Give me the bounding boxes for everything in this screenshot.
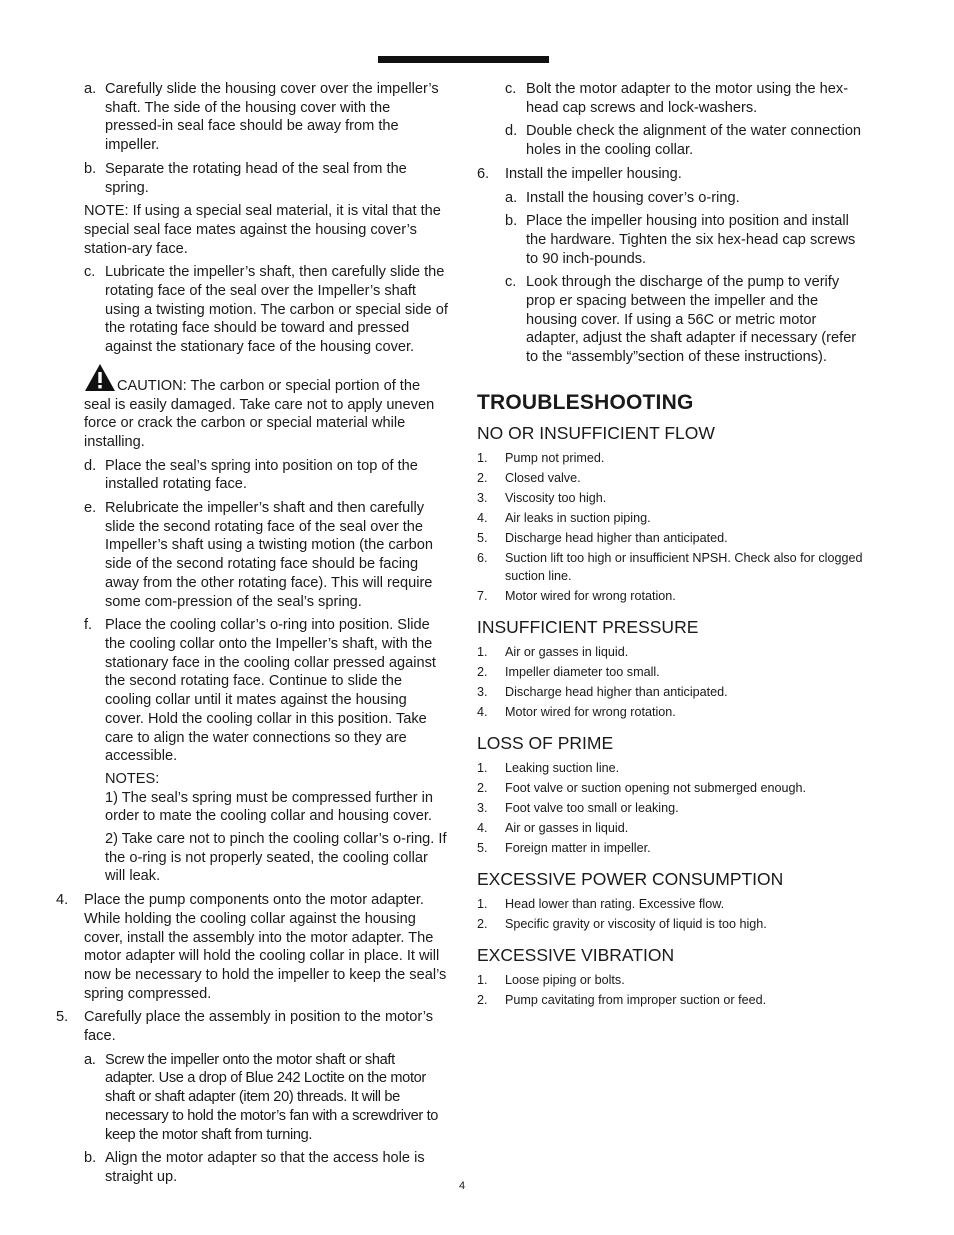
step-5: 5. Carefully place the assembly in position to the motor’s face. [56,1009,434,1045]
list-item: 4. Motor wired for wrong rotation. [477,704,676,719]
list-item: 3. Viscosity too high. [477,490,607,505]
step-3e: e. Relubricate the impeller’s shaft and then carefully slide the second rotating face of the seal over the Impeller’s shaft using a twisting motion (the carbon side of the second rotating face should be facing away from the other rotating face). This will require some com-pression of the seal’s spring. [84,500,433,610]
step-5c: c. Bolt the motor adapter to the motor using the hex-head cap screws and lock-washers. [505,81,849,116]
ts-heading: INSUFFICIENT PRESSURE [477,616,699,637]
ts-heading: EXCESSIVE POWER CONSUMPTION [477,868,784,889]
troubleshooting-title: TROUBLESHOOTING [477,390,694,414]
ts-section-flow [477,423,869,605]
step-4: 4. Place the pump components onto the motor adapter. While holding the cooling collar against the housing cover, install the assembly into the motor adapter. The motor adapter will hold the cooling collar in place. It will now be necessary to hold the impeller to keep the seal’s spring compressed. [56,892,447,1002]
list-item: 1. Leaking suction line. [477,760,620,775]
list-item: 5. Discharge head higher than anticipated. [477,530,728,545]
list-item: 2. Pump cavitating from improper suction or feed. [477,992,767,1007]
warning-triangle-icon [84,363,116,392]
list-item: 4. Air or gasses in liquid. [477,820,629,835]
list-item: 3. Foot valve too small or leaking. [477,800,679,815]
step-5a: a. Screw the impeller onto the motor shaft or shaft adapter. Use a drop of Blue 242 Loctite on the motor shaft or shaft adapter (item 20) threads. It will be necessary to hold the motor’s fan with a screwdriver to keep the motor shaft from turning. [84,1051,439,1143]
step-5d: d. Double check the alignment of the water connection holes in the cooling collar. [505,123,862,159]
step-6a: a. Install the housing cover’s o-ring. [505,189,740,206]
ts-heading: LOSS OF PRIME [477,732,614,753]
list-item: 1. Air or gasses in liquid. [477,644,629,659]
step-3b: b. Separate the rotating head of the seal from the spring. [84,160,407,196]
step-5b: b. Align the motor adapter so that the access hole is straight up. [84,1150,425,1185]
note-2: 2) Take care not to pinch the cooling collar’s o-ring. If the o-ring is not properly seated, the cooling collar will leak. [105,831,447,885]
list-item: 6. Suction lift too high or insufficient NPSH. Check also for clogged suction line. [477,550,863,583]
ts-section-prime [477,733,869,857]
step-3d: d. Place the seal’s spring into position on top of the installed rotating face. [84,457,418,493]
ts-heading: EXCESSIVE VIBRATION [477,944,675,965]
list-item: 2. Specific gravity or viscosity of liquid is too high. [477,916,767,931]
step-6c: c. Look through the discharge of the pump to verify prop er spacing between the impeller and the housing cover. If using a 56C or metric motor adapter, adjust the shaft adapter if necessary (refer to the “assembly”section of these instructions). [505,274,857,366]
note-1: 1) The seal’s spring must be compressed further in order to mate the cooling collar and housing cover. [105,789,433,825]
list-item: 1. Pump not primed. [477,450,605,465]
page-number: 4 [458,1180,466,1192]
list-item: 1. Loose piping or bolts. [477,972,625,987]
list-item: 2. Closed valve. [477,470,581,485]
list-item: 3. Discharge head higher than anticipated. [477,684,728,699]
list-item: 1. Head lower than rating. Excessive flow. [477,896,725,911]
list-item: 4. Air leaks in suction piping. [477,510,651,525]
step-3a: a. Carefully slide the housing cover over the impeller’s shaft. The side of the housing cover with the pressed-in seal face should be away from the impeller. [84,81,439,154]
step-6b: b. Place the impeller housing into position and install the hardware. Tighten the six hex-head cap screws to 90 inch-pounds. [505,213,856,267]
notes-label: NOTES: [105,770,160,787]
step-6: 6. Install the impeller housing. [477,165,682,182]
ts-section-vibration [477,945,869,1009]
step-3c: c. Lubricate the impeller’s shaft, then carefully slide the rotating face of the seal over the Impeller’s shaft using a twisting motion. The carbon or special side of the rotating face should be toward and pressed against the stationary face of the housing cover. [84,264,448,356]
caution-note: CAUTION: The carbon or special portion of the seal is easily damaged. Take care not to apply uneven force or crack the carbon or special material while installing. [56,363,448,452]
right-column [477,80,869,1009]
ts-heading: NO OR INSUFFICIENT FLOW [477,422,715,443]
list-item: 7. Motor wired for wrong rotation. [477,588,676,603]
ts-section-pressure [477,617,869,721]
seal-material-note: NOTE: If using a special seal material, it is vital that the special seal face mates against the housing cover’s station-ary face. [84,203,441,257]
ts-section-power [477,869,869,933]
list-item: 5. Foreign matter in impeller. [477,840,651,855]
left-column [56,80,448,1187]
header-bar [378,56,549,63]
list-item: 2. Impeller diameter too small. [477,664,660,679]
list-item: 2. Foot valve or suction opening not submerged enough. [477,780,807,795]
step-3f: f. Place the cooling collar’s o-ring into position. Slide the cooling collar onto the Impeller’s shaft, with the stationary face in the cooling collar pressed against the second rotating face. Continue to slide the cooling collar until it mates against the housing cover. Hold the cooling collar in this position. Take care to align the water connections so they are accessible. [84,617,436,765]
